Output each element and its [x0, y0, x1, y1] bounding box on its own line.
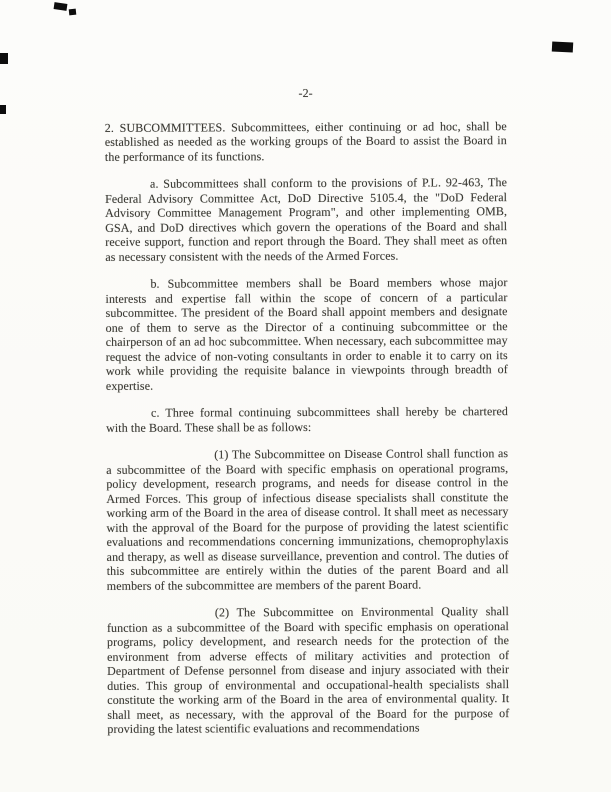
- scan-artifact: [552, 41, 573, 52]
- scan-artifact: [0, 105, 6, 114]
- paragraph-subparagraph-a: a. Subcommittees shall conform to the provisions of P.L. 92-463, The Federal Advisory Committee Act, DoD Directive 5105.4, the "DoD Federal Advisory Committee Management Program", and other implementing OMB, GSA, and DoD directives which govern the operations of the Board and shall receive support, function and report through the Board. They shall meet as often as necessary consistent with the needs of the Armed Forces.: [105, 175, 508, 264]
- scan-artifact: [69, 9, 77, 16]
- scan-artifact: [0, 53, 8, 64]
- paragraph-item-2-environmental-quality: (2) The Subcommittee on Environmental Quality shall function as a subcommittee of the Board with specific emphasis on operational programs, policy development, and research needs for the protection of the environment from adverse effects of military activities and protection of Department of Defense personnel from disease and injury associated with their duties. This group of environmental and occupational-health specialists shall constitute the working arm of the Board in the area of environmental quality. It shall meet, as necessary, with the approval of the Board for the purpose of providing the latest scientific evaluations and recommendations: [106, 604, 510, 736]
- paragraph-subparagraph-b: b. Subcommittee members shall be Board members whose major interests and expertise fall within the scope of concern of a particular subcommittee. The president of the Board shall appoint members and designate one of them to serve as the Director of a continuing subcommittee or the chairperson of an ad hoc subcommittee. When necessary, each subcommittee may request the advice of non-voting consultants in order to enable it to carry on its work while providing the requisite balance in viewpoints through breadth of expertise.: [105, 275, 508, 393]
- paragraph-section-2-subcommittees: 2. SUBCOMMITTEES. Subcommittees, either continuing or ad hoc, shall be established as needed as the working groups of the Board to assist the Board in the performance of its functions.: [104, 118, 507, 164]
- paragraph-subparagraph-c: c. Three formal continuing subcommittees shall hereby be chartered with the Board. These shall be as follows:: [106, 404, 509, 435]
- page-content: [105, 85, 510, 736]
- scan-artifact: [54, 2, 68, 11]
- paragraph-item-1-disease-control: (1) The Subcommittee on Disease Control shall function as a subcommittee of the Board with specific emphasis on operational programs, policy development, research programs, and needs for disease control in the Armed Forces. This group of infectious disease specialists shall constitute the working arm of the Board in the area of disease control. It shall meet as necessary with the approval of the Board for the purpose of providing the latest scientific evaluations and recommendations concerning immunizations, chemoprophylaxis and therapy, as well as disease surveillance, prevention and control. The duties of this subcommittee are entirely within the duties of the parent Board and all members of the subcommittee are members of the parent Board.: [106, 446, 509, 593]
- page-number: -2-: [298, 85, 313, 101]
